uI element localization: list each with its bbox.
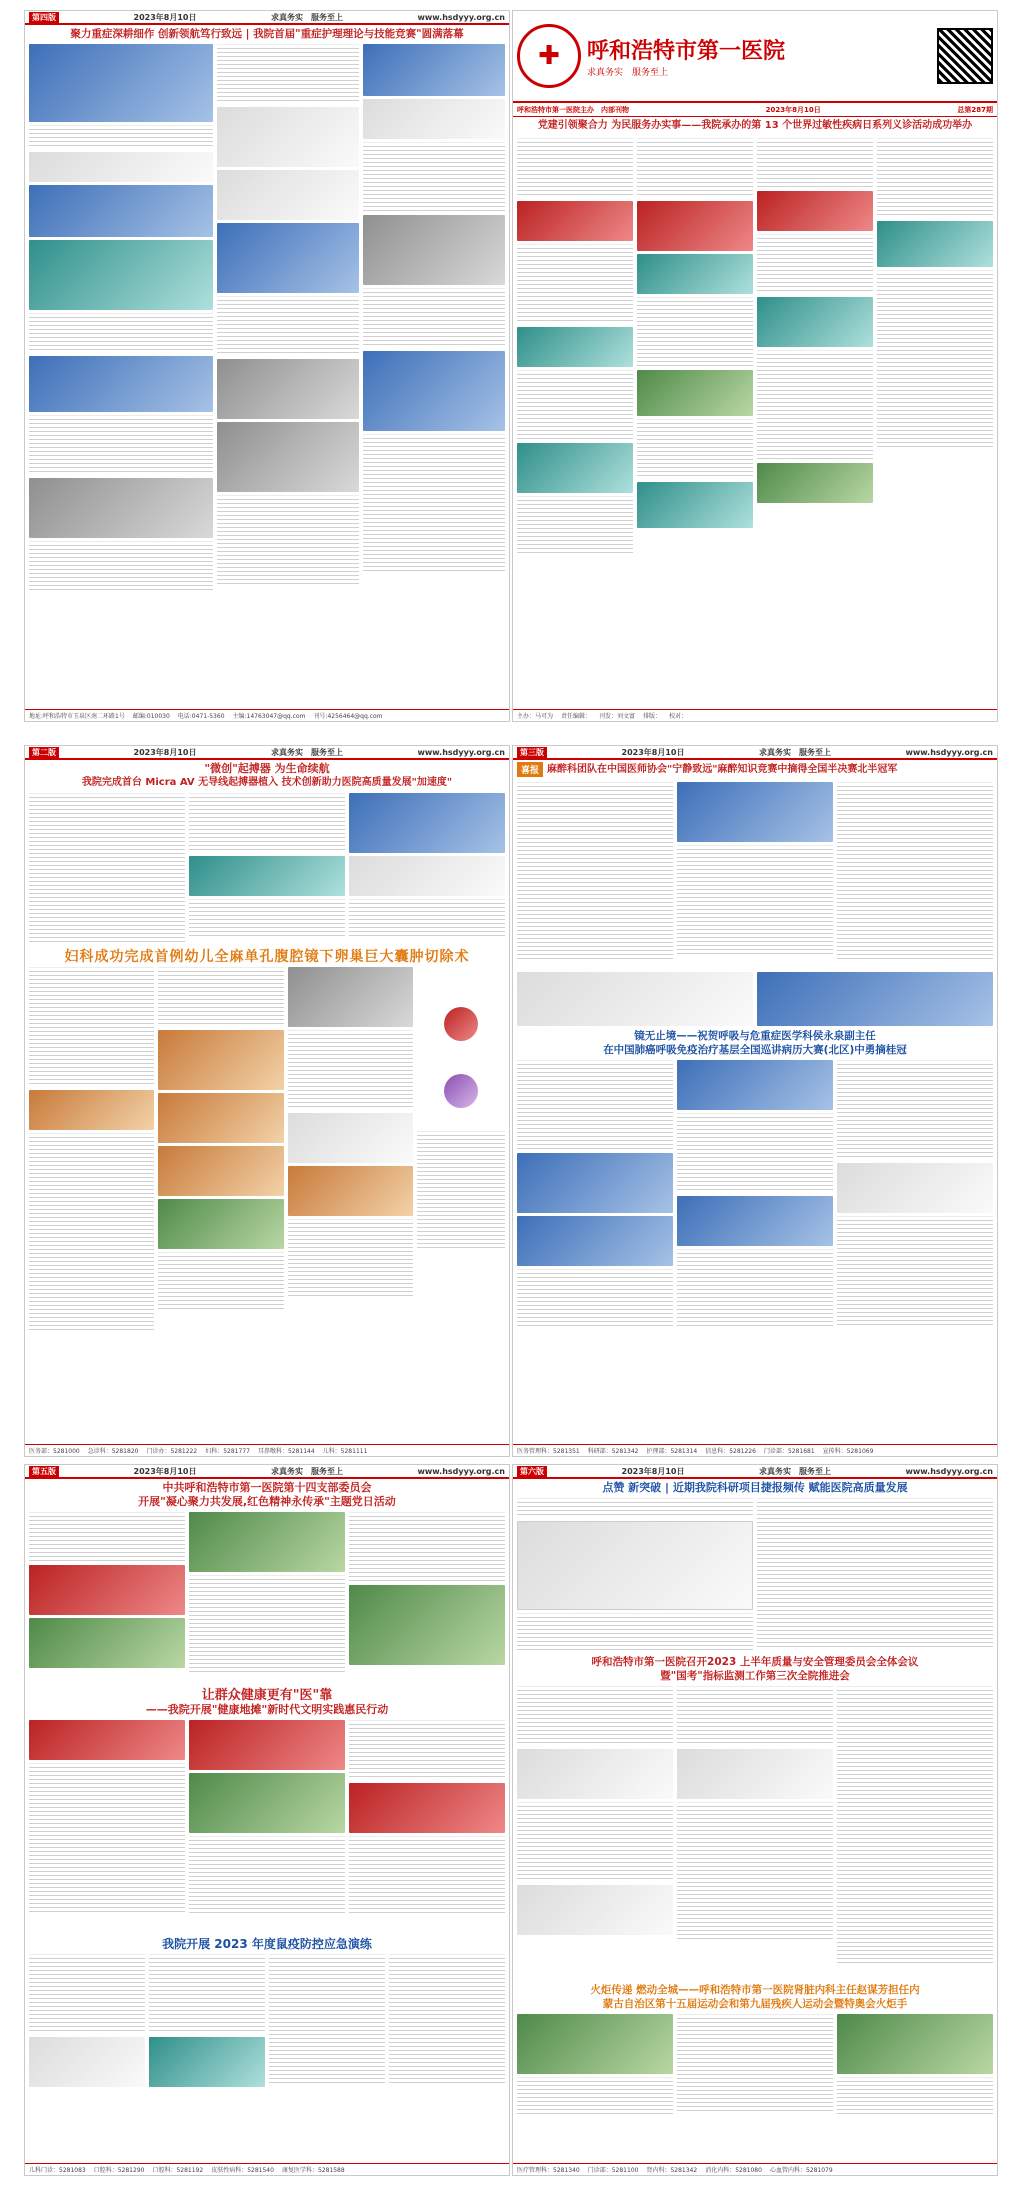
photo-group-award <box>517 972 753 1026</box>
motto: 求真务实 服务至上 <box>759 1466 831 1476</box>
article-text <box>29 1512 185 1562</box>
article-text <box>517 782 673 962</box>
photo-nurses <box>217 107 359 167</box>
article-text <box>29 793 185 943</box>
issue-date: 2023年8月10日 <box>621 1466 685 1476</box>
article-text <box>837 1216 993 1326</box>
website: www.hsdyyy.org.cn <box>905 747 993 757</box>
article-text <box>837 1686 993 1966</box>
photo-team-banner <box>349 1783 505 1833</box>
photo-party-group <box>29 1565 185 1615</box>
photo-collage <box>29 240 213 310</box>
photo-event <box>637 201 753 251</box>
article-text <box>158 967 283 1027</box>
page-one <box>512 10 998 722</box>
headline-sub: 开展"凝心聚力共发展,红色精神永传承"主题党日活动 <box>138 1495 396 1508</box>
page-label: 第二版 <box>29 747 59 758</box>
photo-team <box>637 482 753 528</box>
page-label: 第四版 <box>29 12 59 23</box>
page-label: 第六版 <box>517 1466 547 1477</box>
article-text <box>363 434 505 574</box>
article-text <box>349 1512 505 1582</box>
photo-presenter <box>517 1885 673 1935</box>
photo-meeting-room <box>677 1749 833 1799</box>
article-text <box>189 899 345 939</box>
pre-title: "微创"起搏器 为生命续航 <box>204 762 330 775</box>
headline-2: 呼和浩特市第一医院召开2023 上半年质量与安全管理委员会全体会议 <box>591 1656 919 1668</box>
masthead-subtitle: 求真务实 服务至上 <box>587 68 669 78</box>
photo-lecture <box>517 1153 673 1213</box>
photo-torch-relay <box>517 2014 673 2074</box>
article-text <box>517 1802 673 1882</box>
article-text <box>217 296 359 356</box>
article-text <box>677 2014 833 2114</box>
page-footer: 医务部：5281000 急诊科：5281820 门诊办：5281222 妇科：5281777 耳鼻喉科：5281144 儿科：5281111 <box>25 1444 509 1456</box>
page-four <box>24 10 510 722</box>
article-text <box>637 419 753 479</box>
photo-landscape <box>349 1585 505 1665</box>
headline: 点赞 新突破 | 近期我院科研项目捷报频传 赋能医院高质量发展 <box>602 1481 908 1494</box>
photo-surgery <box>189 856 345 896</box>
article-text <box>837 2077 993 2117</box>
photo-meeting <box>517 1749 673 1799</box>
page-label: 第五版 <box>29 1466 59 1477</box>
photo-outdoor <box>637 370 753 416</box>
article-text <box>757 234 873 294</box>
article-text <box>29 125 213 149</box>
masthead <box>513 11 997 103</box>
article-text <box>877 270 993 450</box>
photo-winners <box>363 351 505 431</box>
article-text <box>677 845 833 955</box>
photo-podium <box>517 1216 673 1266</box>
article-text <box>349 1720 505 1780</box>
page-six <box>512 1464 998 2176</box>
photo-stage-award <box>757 972 993 1026</box>
article-text <box>389 1954 505 2084</box>
page-footer: 地址:呼和浩特市玉泉区南二环路1号 邮编:010030 电话:0471-5360 主编:14763047@qq.com 刊号:4256464@qq.com <box>25 709 509 721</box>
photo-wound <box>158 1030 283 1090</box>
headline: 聚力重症深耕细作 创新领航笃行致远 | 我院首届"重症护理理论与技能竞赛"圆满落幕 <box>70 28 464 40</box>
page-header <box>513 746 997 760</box>
headline-3: 火炬传递 燃动全城——呼和浩特市第一医院肾脏内科主任赵谋芳担任内 <box>590 1984 920 1996</box>
article-text <box>269 1954 385 2084</box>
headline-2: 让群众健康更有"医"靠 <box>201 1688 333 1703</box>
photo-banner-2 <box>757 191 873 231</box>
article-text <box>517 1060 673 1150</box>
photo-exam <box>757 463 873 503</box>
article-text <box>29 313 213 353</box>
photo-practice <box>217 359 359 419</box>
photo-torch-bearer <box>837 2014 993 2074</box>
article-text <box>757 350 873 460</box>
strawberry-illustration <box>444 1007 478 1041</box>
page-footer: 儿科门诊：5281083 口腔科：5281290 口腔科：5281192 皮肤性病科：5281540 康复医学科：5281588 <box>25 2163 509 2175</box>
headline: 党建引领聚合力 为民服务办实事——我院承办的第 13 个世界过敏性疾病日系列义诊活动成功举办 <box>537 120 973 131</box>
article-text <box>417 1131 505 1251</box>
article-text <box>517 1498 753 1518</box>
page-five <box>24 1464 510 2176</box>
issue-date: 2023年8月10日 <box>133 1466 197 1476</box>
page-label: 第三版 <box>517 747 547 758</box>
headline: 我院完成首台 Micra AV 无导线起搏器植入 技术创新助力医院高质量发展"加速度" <box>81 777 453 788</box>
photo-judges <box>363 99 505 139</box>
hospital-logo: ✚ <box>517 24 581 88</box>
motto: 求真务实 服务至上 <box>271 12 343 22</box>
photo-device <box>349 856 505 896</box>
issue-date: 2023年8月10日 <box>133 747 197 757</box>
article-text <box>363 142 505 212</box>
photo-ceremony <box>29 478 213 538</box>
photo-drill <box>29 2037 145 2087</box>
headline: 麻醉科团队在中国医师协会"宁静致远"麻醉知识竞赛中摘得全国半决赛北半冠军 <box>547 763 898 775</box>
article-text <box>517 496 633 556</box>
page-two <box>24 745 510 1457</box>
photo-banner <box>29 152 213 182</box>
project-list-table <box>517 1521 753 1610</box>
article-text <box>517 1613 753 1652</box>
headline-2: 镜无止境——祝贺呼吸与危重症医学科侯永泉副主任 <box>634 1030 876 1042</box>
article-text <box>637 138 753 198</box>
website: www.hsdyyy.org.cn <box>417 1466 505 1476</box>
photo-street-clinic <box>189 1773 345 1833</box>
article-text <box>363 288 505 348</box>
article-text <box>149 1954 265 2034</box>
photo-outdoor-visit <box>189 1512 345 1572</box>
article-text <box>837 1060 993 1160</box>
article-text <box>29 1763 185 1913</box>
headline-3-sub: 蒙古自治区第十五届运动会和第九届残疾人运动会暨特奥会火炬手 <box>602 1998 908 2010</box>
headline-2-sub: 暨"国考"指标监测工作第三次全院推进会 <box>660 1670 850 1682</box>
photo-presentation <box>677 1060 833 1110</box>
website: www.hsdyyy.org.cn <box>905 1466 993 1476</box>
article-text <box>158 1252 283 1312</box>
article-text <box>757 1498 993 1648</box>
article-text <box>29 541 213 591</box>
photo-consult <box>517 443 633 493</box>
photo-patients <box>757 297 873 347</box>
motto: 求真务实 服务至上 <box>271 747 343 757</box>
website: www.hsdyyy.org.cn <box>417 747 505 757</box>
page-footer: 主办：马可为 责任编辑： 刊发：刘文富 排版： 校对： <box>513 709 997 721</box>
photo-clinic <box>517 327 633 367</box>
page-footer: 医务管理科：5281351 科研部：5281342 护理部：5281314 信息科：5281226 门诊部：5281681 宣传科：5281069 <box>513 1444 997 1456</box>
photo-operation <box>158 1093 283 1143</box>
article-text <box>349 1836 505 1916</box>
article-text <box>517 244 633 324</box>
headline-3: 我院开展 2023 年度鼠疫防控应急演练 <box>162 1937 372 1951</box>
photo-group <box>29 185 213 237</box>
article-text <box>677 1249 833 1329</box>
article-text <box>837 782 993 962</box>
issue-date: 2023年8月10日 <box>133 12 197 22</box>
page-three <box>512 745 998 1457</box>
page-header <box>25 11 509 25</box>
page-header <box>25 746 509 760</box>
article-text <box>677 1113 833 1193</box>
photo-operating-room <box>158 1199 283 1249</box>
article-text <box>349 899 505 939</box>
photo-child <box>29 1090 154 1130</box>
photo-drill-2 <box>149 2037 265 2087</box>
article-text <box>217 495 359 585</box>
photo-speaker <box>217 223 359 293</box>
article-text <box>517 1686 673 1746</box>
photo-team <box>363 44 505 96</box>
masthead-title: 呼和浩特市第一医院 <box>587 38 786 64</box>
issue-date: 2023年8月10日 <box>621 747 685 757</box>
article-text <box>217 44 359 104</box>
page-footer: 医疗管理科：5281340 门诊部：5281100 肾内科：5281342 消化内科：5281080 心血管内科：5281079 <box>513 2163 997 2175</box>
photo-specimen <box>158 1146 283 1196</box>
photo-nurse-visit <box>288 1113 413 1163</box>
photo-skills <box>363 215 505 285</box>
article-text <box>877 138 993 218</box>
photo-doctor-portrait <box>837 1163 993 1213</box>
photo-competition <box>677 1196 833 1246</box>
article-text <box>757 138 873 188</box>
photo-anesthesia-team <box>677 782 833 842</box>
headline-2-sub: ——我院开展"健康地摊"新时代文明实践惠民行动 <box>145 1703 389 1716</box>
qr-code[interactable] <box>937 28 993 84</box>
article-text <box>517 138 633 198</box>
photo-banner <box>517 201 633 241</box>
article-text <box>517 1269 673 1329</box>
article-text <box>288 1030 413 1110</box>
headline-2: 妇科成功完成首例幼儿全麻单孔腹腔镜下卵巢巨大囊肿切除术 <box>64 949 470 965</box>
photo-hall <box>877 221 993 267</box>
grape-illustration <box>444 1074 478 1108</box>
photo-flag <box>189 1720 345 1770</box>
photo-memorial <box>29 1618 185 1668</box>
article-text <box>637 297 753 367</box>
article-text <box>189 793 345 853</box>
article-text <box>677 1802 833 1942</box>
motto: 求真务实 服务至上 <box>271 1466 343 1476</box>
photo-nurses-2 <box>217 170 359 220</box>
article-text <box>189 1575 345 1675</box>
photo-stage <box>29 356 213 412</box>
article-text <box>29 415 213 475</box>
motto: 求真务实 服务至上 <box>759 747 831 757</box>
article-text <box>517 2077 673 2117</box>
photo-event-2 <box>637 254 753 294</box>
photo-award <box>217 422 359 492</box>
headline: 中共呼和浩特市第一医院第十四支部委员会 <box>162 1481 372 1494</box>
website: www.hsdyyy.org.cn <box>417 12 505 22</box>
page-header <box>25 1465 509 1479</box>
article-text <box>29 967 154 1087</box>
article-text <box>288 1219 413 1299</box>
article-text <box>189 1836 345 1916</box>
photo-competition-hall <box>29 44 213 122</box>
photo-doctors <box>349 793 505 853</box>
article-text <box>29 1954 145 2034</box>
article-text <box>677 1686 833 1746</box>
good-news-tag: 喜报 <box>517 762 543 777</box>
issue-info-bar: 呼和浩特市第一医院主办 内部刊物 2023年8月10日 总第287期 <box>513 103 997 117</box>
photo-ward <box>288 967 413 1027</box>
photo-family <box>288 1166 413 1216</box>
article-text <box>29 1133 154 1333</box>
article-text <box>517 370 633 440</box>
page-header <box>513 1465 997 1479</box>
photo-volunteers <box>29 1720 185 1760</box>
headline-3: 在中国肺癌呼吸免疫治疗基层全国巡讲病历大赛(北区)中勇摘桂冠 <box>603 1044 907 1056</box>
